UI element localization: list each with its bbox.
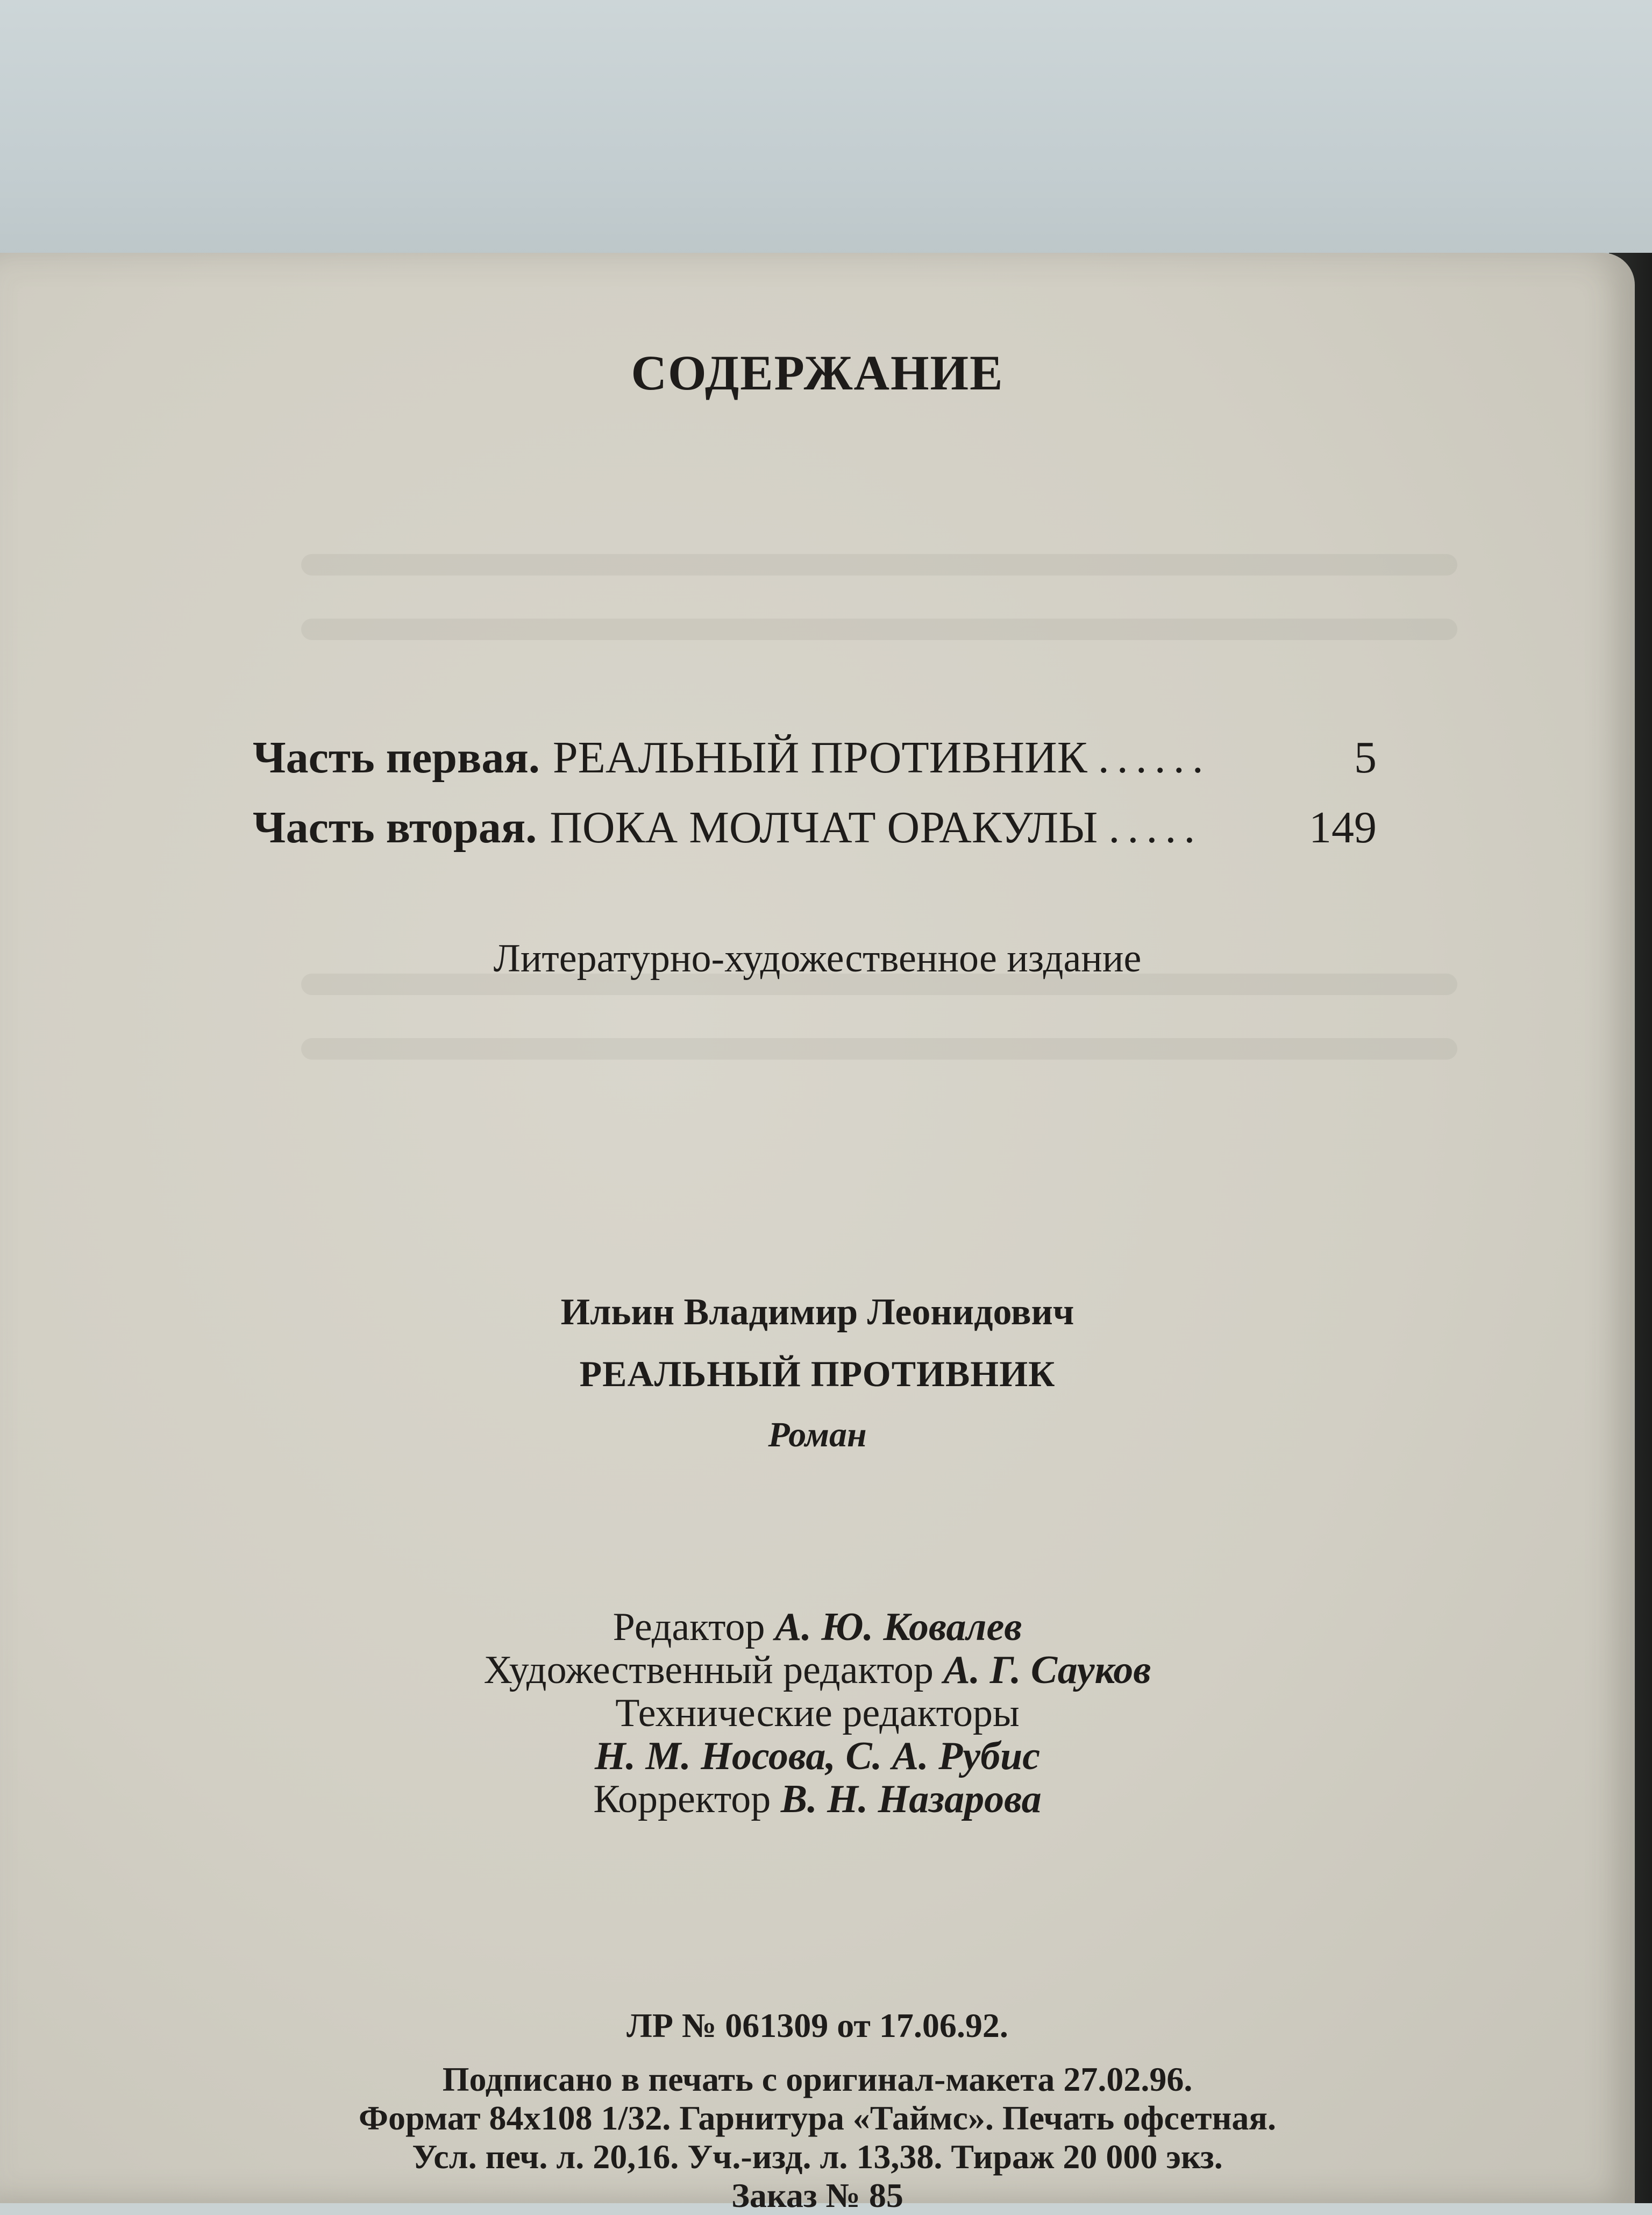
toc-part-label: Часть вторая. xyxy=(253,803,537,853)
credit-role: Редактор xyxy=(613,1605,765,1649)
bleed-through-text xyxy=(301,619,1457,640)
toc-page-number: 149 xyxy=(1309,803,1377,853)
print-sheets: Усл. печ. л. 20,16. Уч.-изд. л. 13,38. Тираж 20 000 экз. xyxy=(412,2138,1223,2176)
literary-form: Роман xyxy=(768,1415,867,1454)
credit-role: Технические редакторы xyxy=(615,1691,1020,1735)
credit-names: В. Н. Назарова xyxy=(780,1777,1042,1821)
toc-entry xyxy=(253,732,1377,791)
order-number: Заказ № 85 xyxy=(731,2176,903,2214)
toc-part-label: Часть первая. xyxy=(253,733,540,783)
credit-line xyxy=(0,1692,1635,1735)
credit-role: Художественный редактор xyxy=(483,1648,934,1692)
edition-type: Литературно-художественное издание xyxy=(493,936,1142,981)
credit-names: А. Ю. Ковалев xyxy=(775,1605,1022,1649)
credit-names: Н. М. Носова, С. А. Рубис xyxy=(594,1734,1041,1778)
license-number: ЛР № 061309 от 17.06.92. xyxy=(626,2006,1008,2044)
credit-role: Корректор xyxy=(593,1777,771,1821)
signed-to-print: Подписано в печать с оригинал-макета 27.02.96. xyxy=(442,2060,1193,2098)
print-format: Формат 84x108 1/32. Гарнитура «Таймс». Печать офсетная. xyxy=(358,2099,1277,2137)
credit-line xyxy=(0,1735,1635,1778)
author-name: Ильин Владимир Леонидович xyxy=(560,1291,1074,1333)
toc-leader-dots: ..... xyxy=(1108,803,1203,853)
toc-part-name: РЕАЛЬНЫЙ ПРОТИВНИК xyxy=(552,733,1087,783)
credit-line xyxy=(0,1606,1635,1649)
toc-page-number: 5 xyxy=(1354,733,1377,783)
bleed-through-text xyxy=(301,1038,1457,1060)
contents-title: СОДЕРЖАНИЕ xyxy=(631,345,1004,400)
credit-names: А. Г. Сауков xyxy=(943,1648,1151,1692)
credit-line xyxy=(0,1778,1635,1821)
book-page xyxy=(0,253,1635,2203)
toc-part-name: ПОКА МОЛЧАТ ОРАКУЛЫ xyxy=(550,803,1098,853)
toc-entry xyxy=(253,801,1377,861)
toc-leader-dots: ...... xyxy=(1098,733,1211,783)
bleed-through-text xyxy=(301,554,1457,576)
book-title: РЕАЛЬНЫЙ ПРОТИВНИК xyxy=(579,1353,1056,1394)
credit-line xyxy=(0,1649,1635,1692)
